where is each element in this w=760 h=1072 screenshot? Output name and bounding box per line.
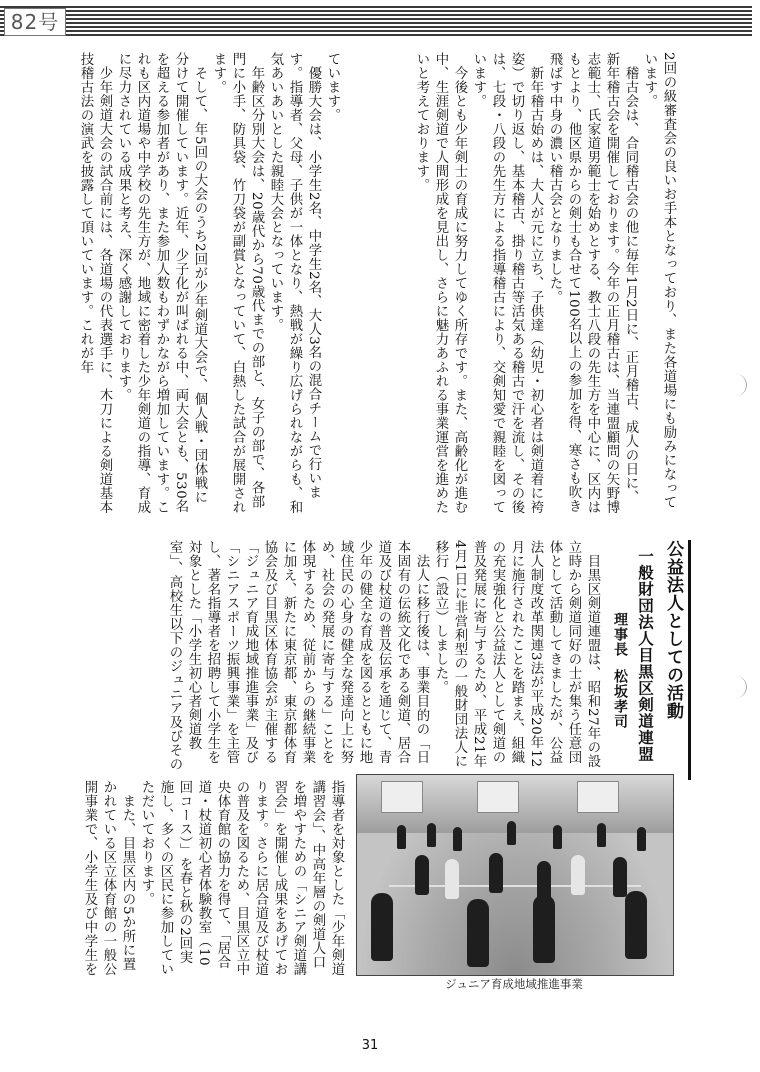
photo-figure bbox=[453, 827, 462, 851]
photo-figure bbox=[489, 853, 503, 893]
photo-window bbox=[381, 781, 423, 813]
section-title: 公益法人としての活動 bbox=[660, 540, 691, 780]
photo-figure bbox=[533, 895, 555, 963]
photo-window bbox=[477, 781, 519, 813]
photo-figure bbox=[371, 893, 393, 961]
photo-figure bbox=[427, 823, 436, 847]
header-bar bbox=[0, 6, 752, 36]
photo-figure bbox=[613, 857, 627, 897]
photo-window bbox=[577, 781, 619, 813]
photo-figure bbox=[415, 855, 429, 895]
organization-name: 一般財団法人目黒区剣道連盟 bbox=[636, 548, 654, 763]
photo-figure bbox=[597, 823, 606, 847]
photo-figure bbox=[625, 891, 647, 959]
kendo-practice-photo bbox=[356, 774, 674, 976]
binder-hole-mark bbox=[730, 374, 747, 396]
issue-number-badge: 82号 bbox=[4, 8, 66, 36]
photo-figure bbox=[571, 855, 585, 895]
photo-figure bbox=[637, 827, 646, 851]
photo-figure bbox=[397, 825, 406, 849]
article-body-text: 目黒区剣道連盟は、昭和27年の設立時から剣道同好の士が集う任意団体として活動してきましたが、公益法人制度改革関連3法が平成20年12月に施行されたことを踏まえ、組織の充実強化と公益法人として剣道の普及発展に寄与するため、平成21年4月1日に非営利型の一般財団法人に移行（設立）しました。 法人に移行後は、事業目的の「日本固有の伝統文化である剣道、居合道及び杖道の普及伝承を通じて、青少年の健全な育成を図るとともに地域住民の心身の健全な発達向上に努め、社会の発展に寄与する」ことを体現するため、従前からの継続事業に加え、新たに東京都、東京都体育協会及び目黒区体育協会が主催する「ジュニア育成地域推進事業」及び「シニアスポーツ振興事業」を主管し、著名指導者を招聘して小学生を対象とした「小学生初心者剣道教室」、高校生以下のジュニア及びその bbox=[167, 540, 600, 772]
author-title: 理事長 bbox=[612, 612, 628, 657]
page-number: 31 bbox=[361, 1038, 379, 1053]
article-body-text-continued: 指導者を対象とした「少年剣道講習会」、中高年層の剣道人口を増やすための「シニア剣道講習会」を開催し成果をあげております。さらに居合道及び杖道の普及を図るため、目黒区立中央体育館の協力を得て、「居合道・杖道初心者体験教室（10回コース）」を春と秋の2回実施し、多くの区民に参加していただいております。 また、目黒区内の5か所に置かれている区立体育館の一般公開事業で、小学生及び中学生を bbox=[82, 780, 344, 976]
photo-caption: ジュニア育成地域推進事業 bbox=[445, 977, 583, 991]
author-byline bbox=[606, 612, 630, 782]
photo-figure bbox=[467, 899, 489, 967]
previous-article-text-left: ています。 優勝大会は、小学生2名、中学生2名、大人3名の混合チームで行います。指導者、父母、子供が一体となり、熱戦が繰り広げられながらも、和気あいあいとした親睦大会となっています。 年齢区分別大会は、20歳代から70歳代までの部と、女子の部で、各部門に小手、防具袋、竹刀袋が副賞となっていて、白熱した試合が展開されます。 そして、年5回の大会のうち2回が少年剣道大会で、個人戦・団体戦に分けて開催しています。近年、少子化が叫ばれる中、両大会とも、530名を超える参加者があり、また参加人数もわずかながら増加しています。これも区内道場や中学校の先生方が、地域に密着した少年剣道の指導、育成に尽力されている成果と考え、深く感謝しております。 少年剣道大会の試合前には、各道場の代表選手に、木刀による剣道基本技稽古法の演武を披露して頂いています。これが年 bbox=[78, 52, 340, 514]
photo-figure bbox=[553, 825, 562, 849]
photo-figure bbox=[507, 821, 516, 845]
author-name: 松坂孝司 bbox=[612, 669, 628, 729]
previous-article-text-right: 2回の級審査会の良いお手本となっており、また各道場にも励みになっています。 稽古会は、合同稽古会の他に毎年1月2日に、正月稽古、成人の日に、新年稽古会を開催しております。今年の正月稽古は、当連盟顧問の矢野博志範士、氏家道男範士を始めとする、教士八段の先生方を中心に、区内はもとより、他区県からの剣士も合せて100名以上の参加を得、寒さも吹き飛ばす中身の濃い稽古会となりました。 新年稽古始めは、大人が元に立ち、子供達（幼児・初心者は剣道着に袴姿）で切り返し、基本稽古、掛り稽古等活気ある稽古で汗を流し、その後は、七段・八段の先生方による指導稽古により、交剣知愛で親睦を図っています。 今後とも少年剣士の育成に努力してゆく所存です。また、高齢化が進む中、生涯剣道で人間形成を見出し、さらに魅力あふれる事業運営を進めたいと考えております。 bbox=[414, 52, 676, 514]
photo-figure bbox=[445, 859, 459, 899]
binder-hole-mark bbox=[730, 676, 747, 698]
